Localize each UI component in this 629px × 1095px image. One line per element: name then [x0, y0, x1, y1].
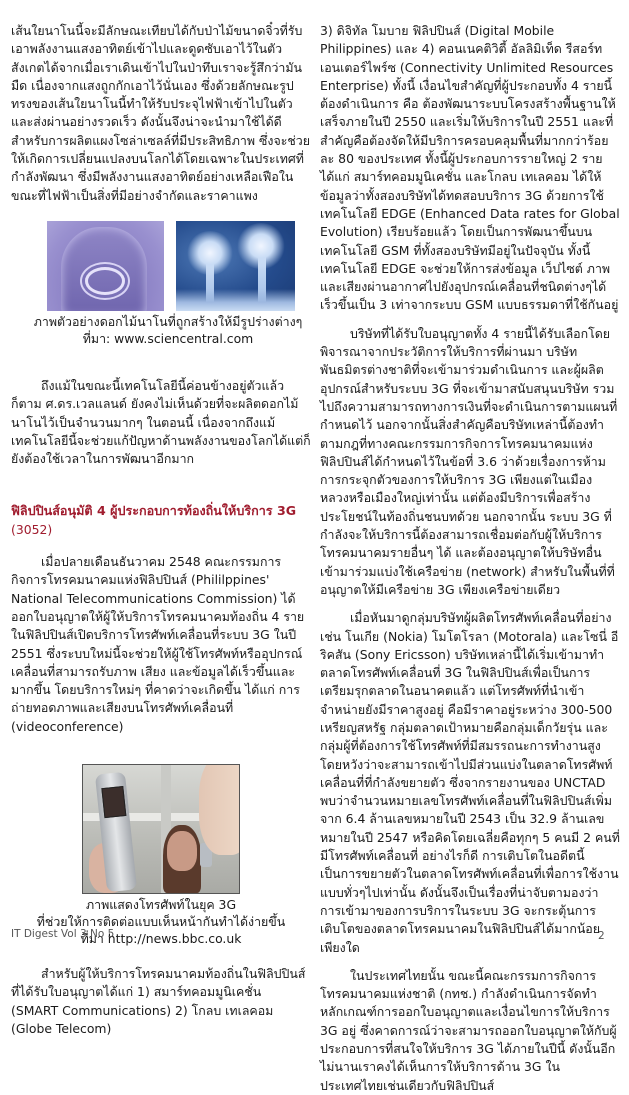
- right-column: [320, 22, 620, 1095]
- figure2-caption-line2: ที่ช่วยให้การติดต่อแบบเห็นหน้ากันทำได้ง่ายขึ้น: [36, 914, 286, 930]
- article-title: ฟิลิปปินส์อนุมัติ 4 ผู้ประกอบการท้องถิ่นให้บริการ 3G: [11, 503, 297, 519]
- paragraph-providers-continued: 3) ดิจิทัล โมบาย ฟิลิปปินส์ (Digital Mobile Philippines) และ 4) คอนเนคติวิตี้ อัลลิมิเท็ด รีสอร์ท เอนเตอร์ไพร์ซ (Connectivity Unlimited Resources Enterprise) ทั้งนี้ เงื่อนไขสำคัญที่ผู้ประกอบทั้ง 4 รายนี้ต้องดำเนินการ คือ ต้องพัฒนาระบบโครงสร้างพื้นฐานให้เสร็จภายในปี 2550 และเริ่มให้บริการในปี 2551 และที่สำคัญคือต้องจัดให้มีบริการครอบคลุมพื้นที่มากกว่าร้อยละ 80 ของประเทศ ทั้งนี้ผู้ประกอบการรายใหญ่ 2 ราย ได้แก่ สมาร์ทคอมมูนิเคชั่น และโกลบ เทเลคอม ได้ให้ข้อมูลว่าทั้งสองบริษัทได้ทดสอบบริการ 3G ด้วยการใช้เทคโนโลยี EDGE (Enhanced Data rates for Global Evolution) เรียบร้อยแล้ว โดยเป็นการพัฒนาขึ้นบนเทคโนโลยี GSM ที่ทั้งสองบริษัทมีอยู่ในปัจจุบัน ทั้งนี้ เทคโนโลยี EDGE จะช่วยให้การส่งข้อมูล เว็ปไซต์ ภาพ และเสียงผ่านอากาศไปยังอุปกรณ์เคลื่อนที่ชนิดต่างๆได้เร็วขึ้นเป็น 3 เท่าจากระบบ GSM แบบธรรมดาที่ใช้กันอยู่: [320, 23, 620, 313]
- figure2-caption-line1: ภาพแสดงโทรศัพท์ในยุค 3G: [85, 897, 237, 913]
- figure1-caption: ภาพตัวอย่างดอกไม้นาโนที่ถูกสร้างให้มีรูปร่างต่างๆ: [33, 313, 303, 329]
- paragraph-manufacturers: เมื่อหันมาดูกลุ่มบริษัทผู้ผลิตโทรศัพท์เคลื่อนที่อย่างเช่น โนเกีย (Nokia) โมโตโรลา (Motorala) และโซนี่ อีริคสัน (Sony Ericsson) บริษัทเหล่านี้ได้เริ่มเข้ามาทำตลาดโทรศัพท์เคลื่อนที่ 3G ในฟิลิปปินส์เพื่อเป็นการเตรียมรุกตลาดในอนาคตแล้ว แต่โทรศัพท์ที่นำเข้าจำหน่ายยังมีราคาสูงอยู่ คือมีราคาอยู่ระหว่าง 300-500 เหรียญสหรัฐ กลุ่มตลาดเป้าหมายคือกลุ่มเด็กวัยรุ่น และกลุ่มผู้ที่ต้องการใช้โทรศัพท์ที่มีสมรรถนะการทำงานสูง โดยหวังว่าจะสามารถเข้าไปมีส่วนแบ่งในตลาดโทรศัพท์เคลื่อนที่ที่กำลังขยายตัว ซึ่งจากรายงานของ UNCTAD พบว่าจำนวนหมายเลขโทรศัพท์เคลื่อนที่ในฟิลิปปินส์เพิ่มจาก 6.4 ล้านเลขหมายในปี 2543 เป็น 32.9 ล้านเลขหมายในปี 2547 หรือคิดโดยเฉลี่ยคือทุกๆ 5 คนมี 2 คนที่มีโทรศัพท์เคลื่อนที่ อย่างไรก็ดี การเติบโตในอดีตนี้เป็นการขยายตัวในตลาดโทรศัพท์เคลื่อนที่เพื่อการใช้งานแบบทั่วๆไปเท่านั้น ดังนั้นจึงเป็นเรื่องที่น่าจับตามองว่า การเข้ามาของการบริการในระบบ 3G จะกระตุ้นการเติบโตของตลาดโทรคมนาคมในฟิลิปปินส์ได้มากน้อยเพียงใด: [320, 610, 620, 955]
- paragraph-nanofiber: เส้นใยนาโนนี้จะมีลักษณะเทียบได้กับป่าไม้ขนาดจิ๋วที่รับเอาพลังงานแสงอาทิตย์เข้าไปและดูดซับเอาไว้ในตัว สังเกตได้จากเมื่อเราเดินเข้าไปในป่าทึบเราจะรู้สึกว่ามันมืด เนื่องจากแสงถูกกักเอาไว้นั่นเอง ซึ่งด้วยลักษณะรูปทรงของเส้นใยนาโนนี้ทำให้รับประจุไฟฟ้าเข้าไปในตัวและส่งผ่านอย่างรวดเร็ว ดังนั้นจึงน่าจะนำมาใช้ได้ดีสำหรับการผลิตแผงโซล่าเซลล์ที่มีประสิทธิภาพ ซึ่งจะช่วยให้เกิดการเปลี่ยนแปลงบนโลกได้โดยเฉพาะในประเทศที่กำลังพัฒนา ซึ่งมีพลังงานแสงอาทิตย์อย่างเหลือเฟือในขณะที่ไฟฟ้าเป็นสิ่งที่มีอย่างจำกัดและราคาแพง: [11, 23, 311, 203]
- left-column: [11, 22, 311, 1038]
- figure2-source: ที่มา http://news.bbc.co.uk: [80, 931, 242, 947]
- paragraph-thailand: ในประเทศไทยนั้น ขณะนี้คณะกรรมการกิจการโทรคมนาคมแห่งชาติ (กทช.) กำลังดำเนินการจัดทำหลักเกณฑ์การออกใบอนุญาตและเงื่อนไขการให้บริการ 3G อยู่ ซึ่งคาดการณ์ว่าจะสามารถออกใบอนุญาตให้กับผู้ประกอบการที่สนใจให้บริการ 3G ได้ภายในปีนี้ ดังนั้นอีกไม่นานเราคงได้เห็นการให้บริการด้าน 3G ในประเทศไทยเช่นเดียวกับฟิลิปปินส์: [320, 967, 617, 1093]
- article-code: (3052): [11, 521, 53, 537]
- paragraph-selection: บริษัทที่ได้รับใบอนุญาตทั้ง 4 รายนี้ได้รับเลือกโดยพิจารณาจากประวัติการให้บริการที่ผ่านมา บริษัทพันธมิตรต่างชาติที่จะเข้ามาร่วมดำเนินการ และผู้ผลิตอุปกรณ์สำหรับระบบ 3G ที่จะเข้ามาสนับสนุนบริษัท รวมไปถึงความสามารถทางการเงินที่จะดำเนินการตามแผนที่กำหนดไว้ นอกจากนั้นสิ่งสำคัญคือบริษัทเหล่านี้ต้องทำตามกฎที่ทางคณะกรรมการกิจการโทรคมนาคมแห่งฟิลิปปินส์ได้กำหนดไว้ในข้อที่ 3.6 ว่าด้วยเรื่องการห้ามการกระจุกตัวของการให้บริการ 3G เพียงแต่ในเมืองหลวงหรือเมืองใหญ่เท่านั้น แต่ต้องมีบริการเพื่อสร้างประโยชน์ในท้องถิ่นชนบทด้วย นอกจากนั้น ระบบ 3G ที่กำลังจะให้บริการนี้ต้องสามารถเชื่อมต่อกับผู้ให้บริการโทรคมนาคมรายอื่นๆ ได้ และต้องอนุญาตให้บริษัทอื่นเข้ามาร่วมแบ่งใช้เครือข่าย (network) สำหรับในพื้นที่ที่อนุญาตให้มีเครือข่าย 3G เพียงเครือข่ายเดียว: [320, 325, 618, 597]
- paragraph-providers: สำหรับผู้ให้บริการโทรคมนาคมท้องถิ่นในฟิลิปปินส์ ที่ได้รับใบอนุญาตได้แก่ 1) สมาร์ทคอมมูนิเคชั่น (SMART Communications) 2) โกลบ เทเลคอม (Globe Telecom): [11, 966, 306, 1036]
- page-number: 2: [598, 930, 605, 942]
- footer-publication: IT Digest Vol 3 No 5: [11, 928, 115, 940]
- nanoflower-image-blue: [176, 221, 295, 311]
- nanoflower-image-purple: [47, 221, 164, 311]
- article-heading: [11, 502, 311, 539]
- figure-nanoflowers: [11, 221, 311, 347]
- paragraph-professor: ถึงแม้ในขณะนี้เทคโนโลยีนี้ค่อนข้างอยู่ตัวแล้วก็ตาม ศ.ดร.เวลแลนด์ ยังคงไม่เห็นด้วยที่จะผลิตดอกไม้นาโนไว้เป็นจำนวนมากๆ ในตอนนี้ เนื่องจากถึงแม้เทคโนโลยีนี้จะช่วยแก้ปัญหาด้านพลังงานของโลกได้แต่ก็ยังต้องใช้เวลาในการพัฒนาอีกมาก: [11, 377, 311, 467]
- 3g-phone-image: [82, 764, 240, 894]
- paragraph-license: เมื่อปลายเดือนธันวาคม 2548 คณะกรรมการกิจการโทรคมนาคมแห่งฟิลิปปินส์ (Phililppines' National Telecommunications Commission) ได้ออกใบอนุญาตให้ผู้ให้บริการโทรคมนาคมท้องถิ่น 4 รายในฟิลิปปินส์เปิดบริการโทรศัพท์เคลื่อนที่ระบบ 3G ในปี 2551 ซึ่งระบบใหม่นี้จะช่วยให้ผู้ใช้โทรศัพท์หรืออุปกรณ์เคลื่อนที่สามารถรับภาพ เสียง และข้อมูลได้เร็วขึ้นและมากขึ้น โดยบริการใหม่ๆ ที่คาดว่าจะเกิดขึ้น ได้แก่ การถ่ายทอดภาพและเสียงบนโทรศัพท์เคลื่อนที่ (videoconference): [11, 554, 305, 734]
- figure1-source: ที่มา: www.sciencentral.com: [82, 330, 254, 346]
- figure-3g-phone: [11, 764, 311, 947]
